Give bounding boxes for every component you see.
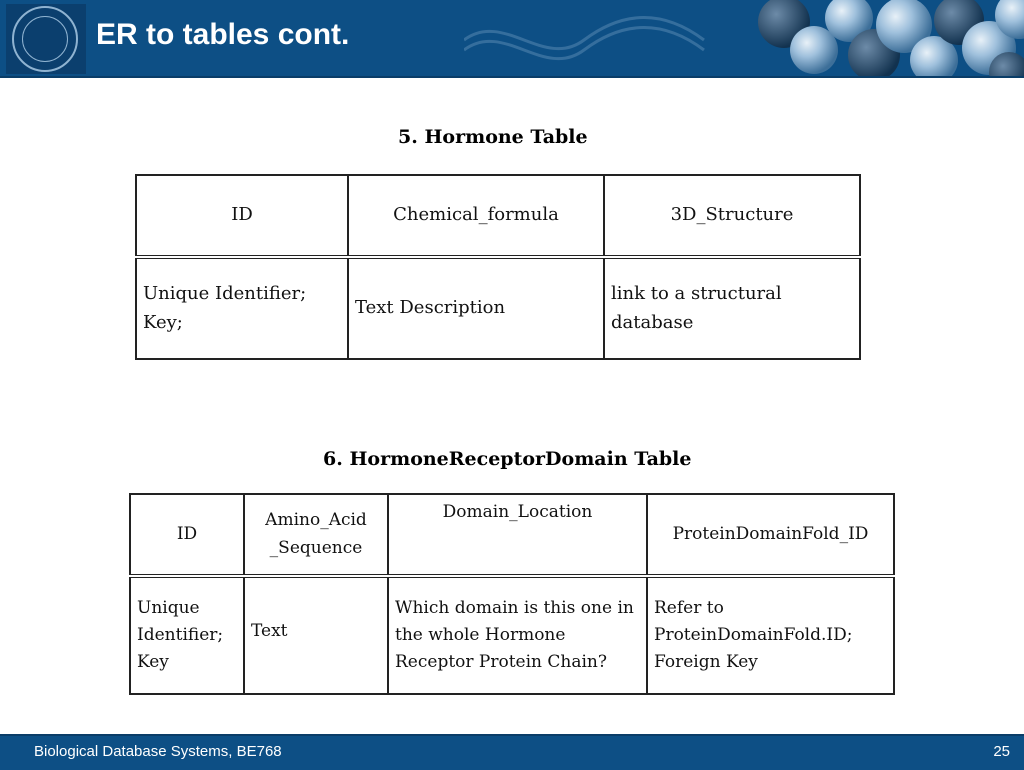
table-cell: Text Description [348,257,604,359]
table-header-cell: ID [136,175,348,257]
table-header-cell: Chemical_formula [348,175,604,257]
hormone-table [135,174,861,360]
table-header-row [136,175,860,257]
header-banner [0,0,1024,78]
seal-inner-ring [22,16,68,62]
table-header-cell: ProteinDomainFold_ID [647,494,894,576]
table-header-cell: ID [130,494,244,576]
table6-caption: 6. HormoneReceptorDomain Table [323,448,692,470]
molecule-spheres-graphic [464,0,1024,76]
table-cell: Unique Identifier; Key [130,576,244,694]
slide-title: ER to tables cont. [96,18,350,51]
table-cell: Which domain is this one in the whole Hormone Receptor Protein Chain? [388,576,647,694]
table-row [130,576,894,694]
table-header-cell: 3D_Structure [604,175,860,257]
table-cell: Refer to ProteinDomainFold.ID; Foreign Key [647,576,894,694]
university-seal-logo [6,4,86,74]
table-row [136,257,860,359]
footer-course-label: Biological Database Systems, BE768 [34,743,282,760]
table5-caption: 5. Hormone Table [398,126,588,148]
footer-bar [0,734,1024,770]
table-header-cell: Domain_Location [388,494,647,576]
table-header-row [130,494,894,576]
page-number: 25 [993,743,1010,760]
table-cell: link to a structural database [604,257,860,359]
hormone-receptor-domain-table [129,493,895,695]
table-cell: Unique Identifier; Key; [136,257,348,359]
table-header-cell: Amino_Acid _Sequence [244,494,388,576]
table-cell: Text [244,576,388,694]
